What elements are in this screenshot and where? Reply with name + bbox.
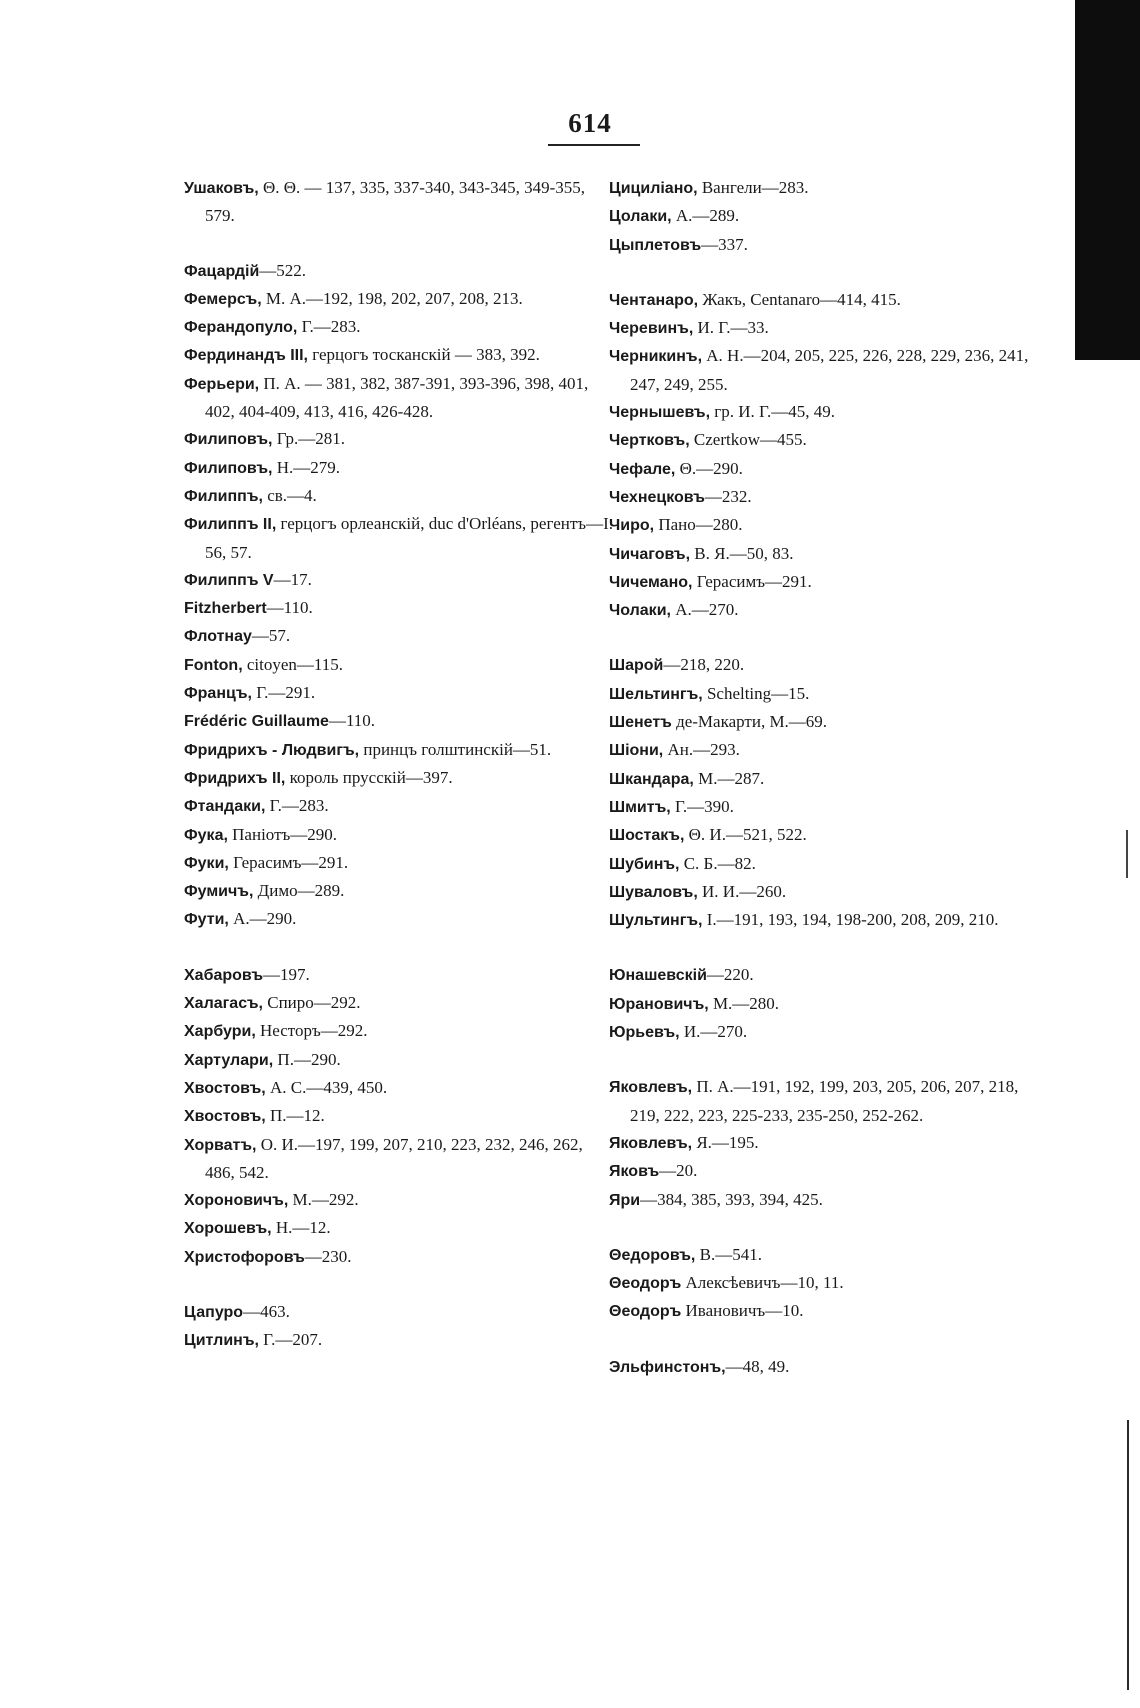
- entry-name: Филиппъ II,: [184, 516, 277, 534]
- entry-name: Цициліано,: [609, 180, 698, 197]
- entry-name: Хабаровъ: [184, 966, 263, 984]
- index-entry: [184, 510, 614, 566]
- entry-name: Шельтингъ,: [609, 685, 703, 703]
- index-entry: [609, 511, 1039, 539]
- entry-references: Θ. Θ. — 137, 335, 337-340, 343-345, 349-355, 579.: [205, 178, 585, 226]
- entry-references: де-Макарти, М.—69.: [671, 712, 828, 732]
- entry-references: Спиро—292.: [263, 993, 361, 1013]
- entry-name: Шмитъ,: [609, 798, 671, 816]
- entry-name: Юнашевскій: [609, 967, 707, 985]
- index-entry: [184, 792, 614, 820]
- entry-name: Хвостовъ,: [184, 1108, 266, 1126]
- entry-references: Герасимъ—291.: [228, 852, 349, 872]
- entry-references: —522.: [259, 260, 307, 280]
- entry-name: Чертковъ,: [609, 432, 690, 450]
- index-entry: [184, 1186, 614, 1214]
- index-entry: [609, 174, 1039, 202]
- index-entry: [184, 1046, 614, 1074]
- entry-name: Фути,: [184, 911, 229, 929]
- entry-references: Г.—390.: [670, 796, 734, 816]
- entry-references: —218, 220.: [663, 655, 745, 675]
- page-number-rule: [548, 144, 640, 146]
- entry-name: Черевинъ,: [609, 320, 694, 338]
- entry-name: Флотнау: [184, 628, 252, 646]
- entry-name: Хвостовъ,: [184, 1079, 266, 1097]
- entry-references: М.—280.: [708, 993, 780, 1013]
- index-entry: [184, 1102, 614, 1130]
- section-gap: [609, 259, 1039, 286]
- index-entry: [609, 878, 1039, 906]
- entry-references: С. Б.—82.: [679, 853, 756, 873]
- entry-references: П. А.—191, 192, 199, 203, 205, 206, 207, 218, 219, 222, 223, 225-233, 235-250, 252-262.: [630, 1077, 1019, 1125]
- index-entry: [609, 426, 1039, 454]
- entry-name: Цитлинъ,: [184, 1332, 259, 1350]
- entry-references: Г.—291.: [251, 683, 316, 703]
- entry-name: Францъ,: [184, 685, 252, 703]
- entry-name: Ушаковъ,: [184, 180, 259, 197]
- index-entry: [609, 398, 1039, 426]
- index-entry: [184, 566, 614, 594]
- entry-references: Ивановичъ—10.: [681, 1301, 804, 1321]
- entry-references: —220.: [706, 965, 754, 985]
- entry-references: Паніотъ—290.: [227, 824, 338, 844]
- index-entry: [609, 455, 1039, 483]
- index-entry: [609, 483, 1039, 511]
- entry-name: Харбури,: [184, 1023, 256, 1041]
- entry-name: Чиро,: [609, 517, 655, 535]
- entry-references: П. А. — 381, 382, 387-391, 393-396, 398, 401, 402, 404-409, 413, 416, 426-428.: [205, 373, 589, 422]
- entry-references: Г.—283.: [265, 796, 329, 816]
- index-entry: [184, 989, 614, 1017]
- entry-references: —20.: [659, 1161, 698, 1181]
- entry-name: Эльфинстонъ,: [609, 1358, 726, 1376]
- entry-references: Алексѣевичъ—10, 11.: [681, 1273, 844, 1293]
- entry-references: св.—4.: [262, 485, 317, 505]
- section-gap: [184, 230, 614, 257]
- entry-references: —337.: [701, 234, 748, 254]
- index-entry: [184, 622, 614, 650]
- entry-name: Хорошевъ,: [184, 1220, 272, 1238]
- page-number: 614: [568, 108, 612, 138]
- entry-references: Θ.—290.: [675, 458, 743, 478]
- entry-name: Цолаки,: [609, 208, 672, 226]
- entry-name: Фтандаки,: [184, 798, 266, 816]
- entry-references: Герасимъ—291.: [692, 571, 812, 591]
- entry-references: —48, 49.: [725, 1356, 790, 1376]
- entry-references: —384, 385, 393, 394, 425.: [640, 1189, 823, 1209]
- index-entry: [184, 764, 614, 792]
- entry-references: А.—290.: [228, 909, 297, 929]
- index-entry: [609, 1018, 1039, 1046]
- entry-references: герцогъ тосканскій — 383, 392.: [307, 345, 540, 365]
- entry-name: Фумичъ,: [184, 883, 254, 901]
- index-entry: [184, 257, 614, 285]
- entry-references: А.—270.: [670, 600, 739, 620]
- section-gap: [609, 624, 1039, 651]
- index-entry: [184, 454, 614, 482]
- entry-references: М.—292.: [288, 1190, 359, 1210]
- entry-references: А. Н.—204, 205, 225, 226, 228, 229, 236, 241, 247, 249, 255.: [630, 346, 1029, 394]
- entry-references: Schelting—15.: [702, 683, 810, 703]
- entry-name: Чолаки,: [609, 602, 671, 620]
- index-entry: [609, 286, 1039, 314]
- index-entry: [609, 231, 1039, 259]
- index-entry: [184, 1298, 614, 1326]
- entry-name: Цыплетовъ: [609, 236, 702, 254]
- entry-references: А.—289.: [671, 206, 740, 226]
- entry-name: Фуки,: [184, 854, 229, 872]
- index-entry: [184, 1214, 614, 1242]
- scan-edge-line: [1127, 1420, 1129, 1690]
- index-entry: [184, 877, 614, 905]
- entry-references: Гр.—281.: [272, 429, 345, 449]
- entry-references: король прусскій—397.: [285, 767, 453, 787]
- index-entry: [184, 425, 614, 453]
- index-entry: [609, 1241, 1039, 1269]
- index-entry: [609, 1353, 1039, 1381]
- entry-references: Жакъ, Centanaro—414, 415.: [698, 289, 901, 309]
- entry-references: Н.—279.: [272, 457, 341, 477]
- entry-name: Ферьери,: [184, 375, 260, 393]
- index-column-right: [609, 174, 1039, 1381]
- entry-references: П.—290.: [273, 1049, 341, 1069]
- index-entry: [184, 679, 614, 707]
- section-gap: [184, 1271, 614, 1298]
- entry-name: Шарой: [609, 657, 664, 675]
- entry-name: Юрановичъ,: [609, 995, 709, 1013]
- entry-name: Филиппъ,: [184, 487, 263, 505]
- entry-name: Fonton,: [184, 656, 243, 674]
- entry-name: Фридрихъ II,: [184, 769, 286, 787]
- entry-references: Г.—207.: [258, 1330, 323, 1350]
- entry-name: Халагасъ,: [184, 995, 263, 1013]
- index-entry: [184, 849, 614, 877]
- entry-name: Христофоровъ: [184, 1248, 305, 1266]
- entry-name: Цапуро: [184, 1303, 244, 1321]
- index-entry: [609, 1297, 1039, 1325]
- entry-name: Θеодоръ: [609, 1303, 682, 1321]
- entry-references: —232.: [704, 486, 752, 506]
- entry-name: Чефале,: [609, 460, 676, 478]
- entry-name: Яковлевъ,: [609, 1134, 693, 1152]
- entry-references: Несторъ—292.: [255, 1021, 368, 1041]
- index-entry: [609, 314, 1039, 342]
- index-entry: [609, 1269, 1039, 1297]
- entry-name: Хартулари,: [184, 1051, 274, 1069]
- scan-edge-shadow-top: [1108, 0, 1140, 110]
- entry-name: Фацардій: [184, 262, 260, 280]
- entry-references: В. Я.—50, 83.: [690, 543, 794, 563]
- entry-references: —230.: [304, 1246, 352, 1266]
- entry-references: —57.: [251, 626, 291, 646]
- index-entry: [184, 651, 614, 679]
- index-entry: [609, 342, 1039, 398]
- entry-references: В.—541.: [695, 1244, 762, 1264]
- entry-references: Н.—12.: [271, 1218, 331, 1238]
- entry-references: О. И.—197, 199, 207, 210, 223, 232, 246, 262, 486, 542.: [205, 1134, 583, 1182]
- index-entry: [184, 341, 614, 369]
- entry-name: Ферандопуло,: [184, 319, 298, 337]
- entry-references: принцъ голштинскій—51.: [359, 739, 552, 759]
- scan-edge-mark: [1126, 830, 1128, 878]
- index-entry: [184, 707, 614, 735]
- index-entry: [184, 285, 614, 313]
- entry-name: Θедоровъ,: [609, 1246, 696, 1264]
- entry-name: Шубинъ,: [609, 855, 680, 873]
- index-entry: [609, 568, 1039, 596]
- entry-references: И. Г.—33.: [693, 318, 769, 338]
- section-gap: [609, 1326, 1039, 1353]
- entry-name: Юрьевъ,: [609, 1024, 680, 1042]
- index-entry: [184, 1074, 614, 1102]
- section-gap: [184, 934, 614, 961]
- entry-references: —197.: [263, 964, 310, 984]
- entry-name: Яри: [609, 1191, 641, 1209]
- section-gap: [609, 1214, 1039, 1241]
- entry-name: Хороновичъ,: [184, 1192, 289, 1210]
- entry-references: Θ. И.—521, 522.: [684, 825, 807, 845]
- index-entry: [609, 540, 1039, 568]
- index-entry: [184, 1131, 614, 1187]
- entry-name: Чичаговъ,: [609, 545, 691, 563]
- index-entry: [609, 990, 1039, 1018]
- entry-name: Fitzherbert: [184, 600, 267, 618]
- entry-name: Хорватъ,: [184, 1136, 257, 1154]
- index-entry: [184, 1017, 614, 1045]
- index-entry: [184, 821, 614, 849]
- index-entry: [609, 708, 1039, 736]
- index-entry: [609, 651, 1039, 679]
- index-entry: [184, 905, 614, 933]
- entry-name: Чернышевъ,: [609, 404, 711, 422]
- entry-references: —110.: [266, 598, 313, 618]
- index-entry: [609, 821, 1039, 849]
- entry-references: Czertkow—455.: [689, 430, 807, 450]
- entry-references: —110.: [328, 711, 376, 731]
- entry-name: Яковлевъ,: [609, 1079, 693, 1097]
- index-entry: [609, 1157, 1039, 1185]
- index-entry: [609, 961, 1039, 989]
- index-entry: [609, 793, 1039, 821]
- entry-references: Пано—280.: [654, 515, 743, 535]
- entry-references: герцогъ орлеанскій, duc d'Orléans, регентъ—I. 56, 57.: [205, 514, 613, 562]
- entry-name: Чехнецковъ: [609, 488, 705, 506]
- entry-name: Филиппъ V: [184, 571, 274, 589]
- index-entry: [184, 370, 614, 426]
- index-entry: [609, 765, 1039, 793]
- index-entry: [609, 850, 1039, 878]
- entry-references: I.—191, 193, 194, 198-200, 208, 209, 210.: [702, 910, 999, 930]
- entry-references: Я.—195.: [692, 1132, 759, 1152]
- index-entry: [184, 482, 614, 510]
- entry-name: Шультингъ,: [609, 912, 703, 930]
- entry-references: citoyen—115.: [242, 654, 344, 674]
- section-gap: [609, 1046, 1039, 1073]
- entry-name: Фемерсъ,: [184, 290, 262, 308]
- entry-name: Филиповъ,: [184, 431, 273, 449]
- entry-references: М.—287.: [693, 768, 765, 788]
- entry-name: Фука,: [184, 826, 228, 844]
- index-entry: [184, 174, 614, 230]
- entry-references: Ан.—293.: [663, 740, 740, 760]
- entry-references: Димо—289.: [253, 881, 345, 901]
- entry-name: Фердинандъ III,: [184, 347, 308, 365]
- entry-references: Г.—283.: [297, 317, 361, 337]
- index-column-left: [184, 174, 614, 1355]
- index-entry: [609, 736, 1039, 764]
- entry-name: Шенетъ: [609, 714, 672, 732]
- entry-name: Яковъ: [609, 1163, 660, 1181]
- entry-name: Шуваловъ,: [609, 883, 698, 901]
- entry-references: И. И.—260.: [697, 881, 787, 901]
- entry-references: гр. И. Г.—45, 49.: [710, 402, 835, 422]
- entry-name: Θеодоръ: [609, 1275, 682, 1293]
- index-entry: [184, 961, 614, 989]
- index-entry: [184, 1326, 614, 1354]
- entry-name: Чентанаро,: [609, 291, 699, 309]
- index-entry: [184, 594, 614, 622]
- index-entry: [609, 680, 1039, 708]
- section-gap: [609, 934, 1039, 961]
- index-entry: [184, 313, 614, 341]
- entry-references: —463.: [243, 1301, 290, 1321]
- index-entry: [609, 202, 1039, 230]
- entry-references: И.—270.: [679, 1022, 748, 1042]
- index-entry: [184, 1243, 614, 1271]
- entry-name: Шкандара,: [609, 770, 694, 788]
- entry-name: Шіони,: [609, 742, 664, 760]
- entry-references: Вангели—283.: [697, 178, 809, 197]
- entry-references: —17.: [273, 569, 312, 589]
- entry-name: Филиповъ,: [184, 459, 273, 477]
- entry-references: А. С.—439, 450.: [265, 1077, 388, 1097]
- index-entry: [609, 1073, 1039, 1129]
- entry-name: Черникинъ,: [609, 348, 703, 366]
- index-entry: [609, 596, 1039, 624]
- entry-name: Фридрихъ - Людвигъ,: [184, 741, 360, 759]
- index-entry: [184, 736, 614, 764]
- entry-references: П.—12.: [265, 1106, 325, 1126]
- index-entry: [609, 1129, 1039, 1157]
- entry-name: Шостакъ,: [609, 827, 685, 845]
- index-entry: [609, 1186, 1039, 1214]
- index-entry: [609, 906, 1039, 934]
- entry-name: Чичемано,: [609, 573, 693, 591]
- entry-name: Frédéric Guillaume: [184, 713, 329, 731]
- entry-references: М. А.—192, 198, 202, 207, 208, 213.: [261, 288, 523, 308]
